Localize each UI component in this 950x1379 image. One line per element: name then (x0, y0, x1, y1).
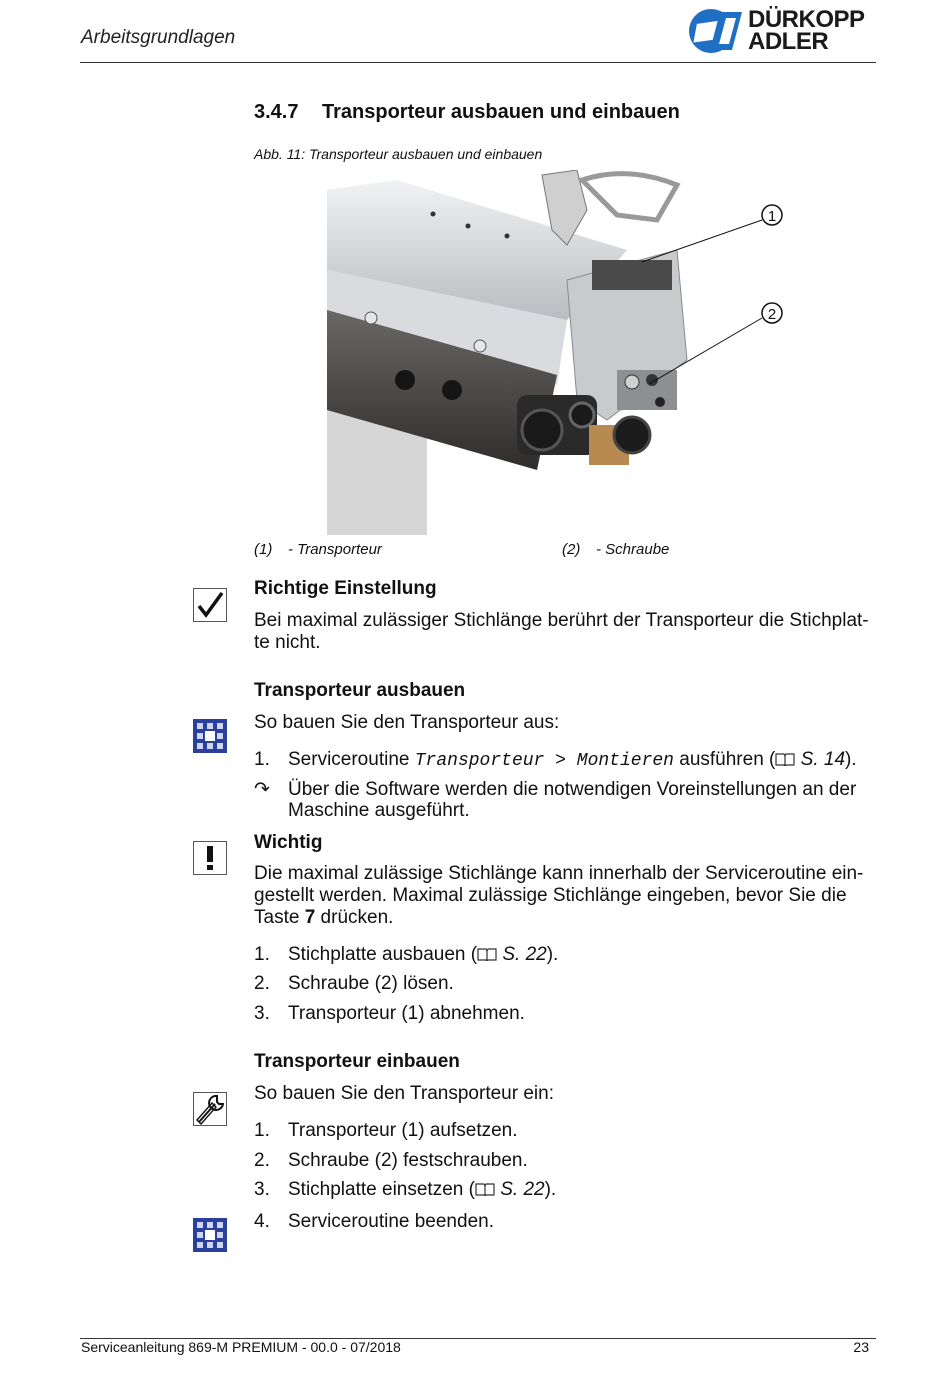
exclamation-icon (193, 841, 227, 875)
important-line-3: Taste 7 drücken. (254, 907, 394, 928)
remove-step: 1. Stichplatte ausbauen ( S. 22). (254, 944, 559, 965)
remove-result: ↷ Über die Software werden die notwendigen Voreinstellungen an der (254, 779, 857, 800)
important-line-1: Die maximal zulässige Stichlänge kann innerhalb der Serviceroutine ein- (254, 863, 864, 884)
page-number: 23 (853, 1339, 869, 1355)
correct-setting-text-2: te nicht. (254, 632, 321, 653)
install-step: 2. Schraube (2) festschrauben. (254, 1150, 528, 1171)
footer-document-id: Serviceanleitung 869-M PREMIUM - 00.0 - 07/2018 (81, 1339, 401, 1355)
remove-result-line-2: Maschine ausgeführt. (288, 800, 470, 821)
important-line-2: gestellt werden. Maximal zulässige Stichlänge eingeben, bevor Sie die (254, 885, 847, 906)
install-step: 4. Serviceroutine beenden. (254, 1211, 494, 1232)
install-intro: So bauen Sie den Transporteur ein: (254, 1083, 554, 1104)
book-icon (775, 752, 795, 766)
brand-line-2: ADLER (748, 28, 829, 55)
wrench-icon (193, 1092, 227, 1126)
book-icon (477, 947, 497, 961)
running-header: Arbeitsgrundlagen (81, 27, 236, 48)
remove-service-step: 1. Serviceroutine Transporteur > Montieren ausführen ( S. 14). (254, 749, 857, 771)
book-icon (475, 1182, 495, 1196)
section-number: 3.4.7 (254, 101, 299, 123)
key-label: 7 (304, 907, 316, 928)
legend-item-1: (1) - Transporteur (254, 541, 382, 558)
legend-item-2: (2) - Schraube (562, 541, 670, 558)
page-reference[interactable]: S. 22 (502, 944, 547, 965)
remove-step: 3. Transporteur (1) abnehmen. (254, 1003, 525, 1024)
correct-setting-text-1: Bei maximal zulässiger Stichlänge berührt der Transporteur die Stichplat- (254, 610, 869, 631)
correct-setting-title: Richtige Einstellung (254, 578, 437, 599)
page-reference[interactable]: S. 22 (500, 1179, 545, 1200)
install-heading: Transporteur einbauen (254, 1051, 460, 1072)
page-reference[interactable]: S. 14 (800, 749, 846, 770)
brand-line-1: DÜRKOPP (748, 6, 865, 33)
remove-intro: So bauen Sie den Transporteur aus: (254, 712, 560, 733)
figure-caption: Abb. 11: Transporteur ausbauen und einbauen (254, 146, 543, 162)
callout-2-label: 2 (767, 306, 777, 323)
service-routine-path: Transporteur > Montieren (414, 751, 674, 771)
section-title: Transporteur ausbauen und einbauen (322, 101, 680, 123)
machine-photo (327, 170, 787, 535)
remove-heading: Transporteur ausbauen (254, 680, 466, 701)
install-step: 1. Transporteur (1) aufsetzen. (254, 1120, 518, 1141)
important-title: Wichtig (254, 832, 323, 853)
checkmark-icon (193, 588, 227, 622)
section-heading (254, 101, 680, 124)
header-divider (80, 62, 876, 63)
result-arrow-icon: ↷ (254, 779, 270, 800)
remove-step: 2. Schraube (2) lösen. (254, 973, 454, 994)
panel-icon (193, 719, 227, 753)
callout-1-label: 1 (767, 208, 777, 225)
panel-icon (193, 1218, 227, 1252)
brand-logo (688, 6, 873, 56)
install-step: 3. Stichplatte einsetzen ( S. 22). (254, 1179, 557, 1200)
logo-mark-icon (688, 8, 744, 54)
